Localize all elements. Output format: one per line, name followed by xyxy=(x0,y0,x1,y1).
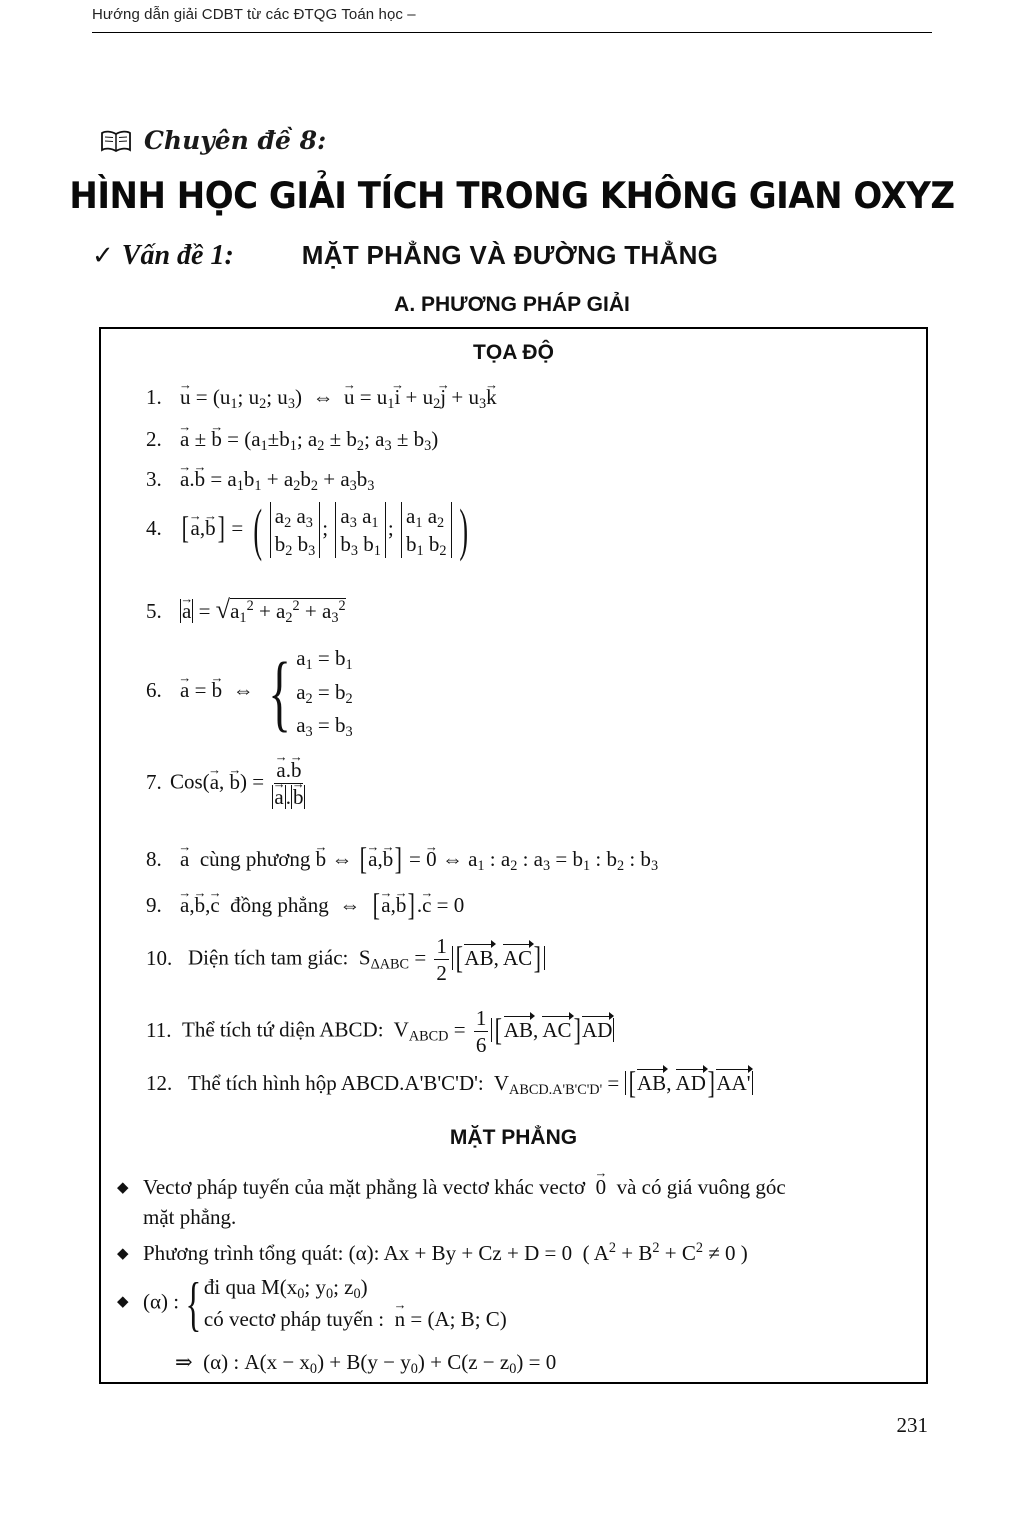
formula-5: $5.\to a = √a_1^2 + a_2^2 + a_3^2$ xyxy=(146,595,346,625)
bullet-normal-vector: ◆ Vectơ pháp tuyến của mặt phẳng là vectơ khác vectơ → 0 và có giá vuông góc mặt phẳng. xyxy=(117,1172,786,1233)
check-icon: ✓ xyxy=(92,241,114,271)
chapter-title: HÌNH HỌC GIẢI TÍCH TRONG KHÔNG GIAN OXYZ xyxy=(69,174,955,218)
formula-10: 10. Diện tích tam giác: $S_{\Delta ABC}$ = $\frac{1}{2}$ [AB, AC] xyxy=(146,933,545,987)
formula-11: 11. Thể tích tứ diện ABCD: $V_{ABCD}$ = $\frac{1}{6}$ [AB, AC]AD xyxy=(146,1006,613,1058)
bullet-point-normal: ◆ (α) : { đi qua $M(x_0$; $y_0$; $z_0$) có vectơ pháp tuyến : → n = (A; B; C) xyxy=(117,1272,507,1335)
formula-1: $1.\to u = (u_1$; $u_2$; $u_3$) ⇔ → $u = u_1\to i + u_2\to j + u_3\to k$ xyxy=(146,385,497,410)
formula-2: 2.→ a ± → $b = (a_1\pm b_1$; $a_2 \pm b_2$; $a_3 \pm b_3$) xyxy=(146,427,438,452)
formula-8: 8.→ a cùng phương → b ⇔ [→ a,→ b] = → 0 ⇔ $a_1$ : $a_2$ : $a_3 = b_1$ : $b_2$ : $b_3$ xyxy=(146,841,658,877)
issue-title: MẶT PHẲNG VÀ ĐƯỜNG THẲNG xyxy=(301,240,719,270)
formula-6: 6.→ a = → b ⇔ { $a_1 = b_1$ $a_2 = b_2$ $a_3 = b_3$ xyxy=(146,642,353,743)
formula-7: 7. Cos(→ a, → b) = → a.→ b → a.→ b xyxy=(146,757,308,811)
formula-box xyxy=(99,327,928,1384)
chapter-label: Chuyên đề 8: xyxy=(144,126,327,155)
section-heading: A. PHƯƠNG PHÁP GIẢI xyxy=(394,293,630,316)
bullet-result: ⇒ (α) : $A(x - x_0) + B(y - y_0) + C(z - z_0) = 0$ xyxy=(175,1350,557,1377)
formula-4: 4. [→ a,→ b] = ( $a_2$ $a_3$ $b_2$ $b_3$ ; $a_3$ $a_1$ $b_3$ $b_1$ ; $a_1$ $a_2$ $b_1$ $b_2$ ) xyxy=(146,501,473,559)
plane-heading: MẶT PHẲNG xyxy=(449,1126,578,1149)
running-header: Hướng dẫn giải CDBT từ các ĐTQG Toán học – xyxy=(92,6,416,23)
coords-heading: TỌA ĐỘ xyxy=(473,341,554,364)
page-number: 231 xyxy=(896,1413,928,1437)
formula-12: 12. Thể tích hình hộp ABCD.A'B'C'D': $V_{ABCD.A'B'C'D'} = [AB$, AD]AA' xyxy=(146,1065,751,1100)
issue-line xyxy=(92,240,718,272)
formula-3: $3.\to a.\to b = a_1b_1 + a_2b_2 + a_3b_3$ xyxy=(146,467,374,492)
bullet-general-equation: ◆ Phương trình tổng quát: (α): Ax + By + Cz + D = 0 ( $A^2 + B^2 + C^2 \ne 0$ ) xyxy=(117,1240,748,1265)
book-icon xyxy=(100,130,132,152)
chapter-line xyxy=(100,126,326,155)
formula-9: 9.→ a,→ b,→ c đồng phẳng ⇔ [→ a,→ b].→ c = 0 xyxy=(146,887,464,923)
header-rule xyxy=(92,32,932,33)
issue-label: Vấn đề 1: xyxy=(121,240,234,271)
